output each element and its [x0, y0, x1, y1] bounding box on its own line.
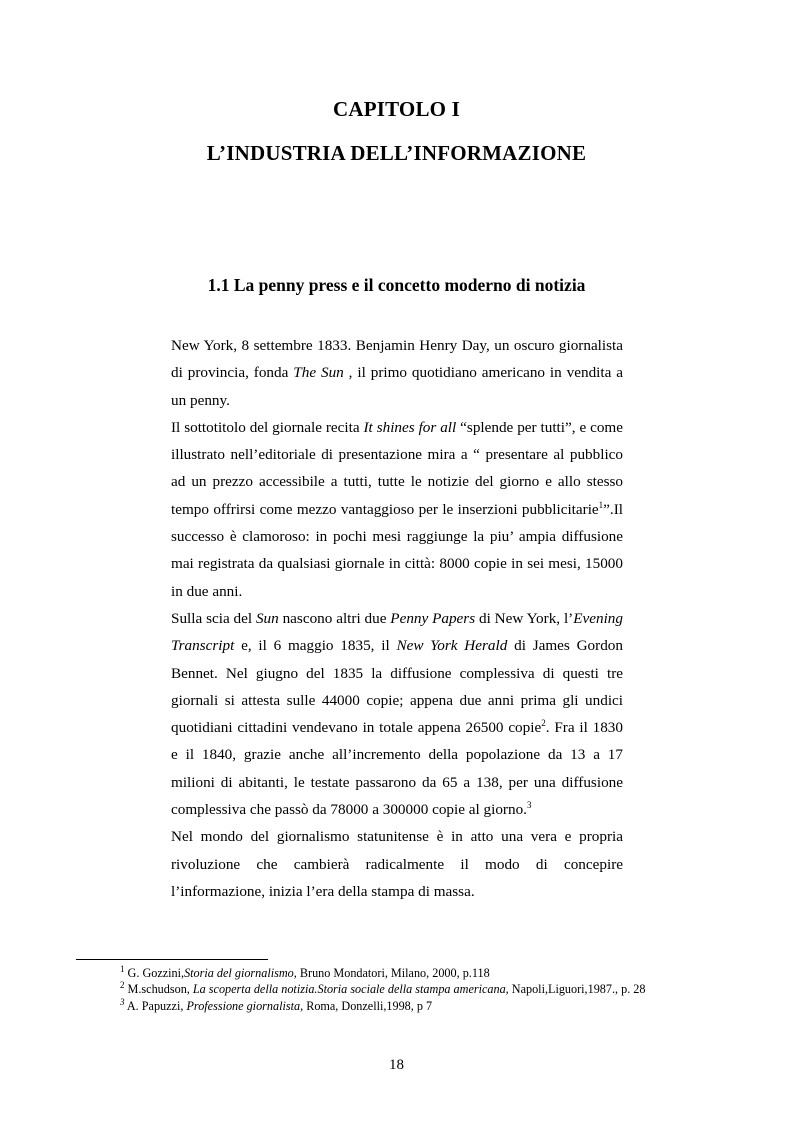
footnote-1-publisher: Bruno Mondatori, Milano, 2000, p.118 [296, 966, 490, 980]
paragraph-1-text: New York, 8 settembre 1833. Benjamin Henry Day, un oscuro giornalista di provincia, fonda [171, 337, 623, 382]
paragraph-3-text-a: Sulla scia del [171, 609, 256, 627]
paragraph-2-text-c: ”.Il successo è clamoroso: in pochi mesi raggiunge la piu’ ampia diffusione mai registrata da qualsiasi giornale in città: 8000 copie in sei mesi, 15000 in due anni. [171, 500, 623, 600]
newspaper-name-evening-transcript: Evening Transcript [171, 609, 623, 655]
section-title: 1.1 La penny press e il concetto moderno di notizia [207, 275, 586, 295]
newspaper-name-sun-2: Sun [255, 609, 279, 627]
footnote-1-title: Storia del giornalismo, [184, 966, 297, 980]
paragraph-3-text-b: nascono altri due [278, 609, 391, 627]
paragraph-1-text-end: , il primo quotidiano americano in vendita a un penny. [171, 364, 624, 409]
footnote-2-publisher: Napoli,Liguori,1987., p. 28 [508, 982, 646, 997]
footnote-3 [120, 998, 740, 1014]
footnote-3-author: A. Papuzzi, [124, 998, 187, 1013]
newspaper-name-sun: The Sun [293, 364, 344, 382]
page-number: 18 [389, 1057, 404, 1073]
paragraph-3-text-e: di James Gordon Bennet. Nel giugno del 1835 la diffusione complessiva di questi tre giornali si attesta sulle 44000 copie; appena due anni prima gli undici quotidiani cittadini vendevano in totale appena 26500 copie [171, 637, 623, 737]
newspaper-name-new-york-herald: New York Herald [396, 637, 508, 655]
footnote-3-publisher: Roma, Donzelli,1998, p 7 [303, 998, 433, 1013]
footnote-2 [120, 981, 740, 997]
footnote-3-mark: 3 [120, 996, 125, 1007]
footnote-ref-2: 2 [541, 718, 546, 729]
paragraph-2-text-a: Il sottotitolo del giornale recita [171, 418, 364, 436]
paragraph-4: Nel mondo del giornalismo statunitense è in atto una vera e propria rivoluzione che cambierà radicalmente il modo di concepire l’informazione, inizia l’era della stampa di massa. [171, 828, 623, 900]
penny-papers-italic: Penny Papers [390, 609, 476, 627]
footnote-2-mark: 2 [120, 980, 125, 991]
motto-italic: It shines for all [363, 418, 457, 436]
chapter-number: CAPITOLO I [332, 97, 461, 121]
paragraph-3 [171, 605, 623, 823]
paragraph-3-text-c: di New York, l’ [475, 609, 574, 627]
footnote-ref-1: 1 [598, 499, 604, 510]
footnote-ref-3: 3 [526, 799, 532, 810]
paragraph-3-text-f: . Fra il 1830 e il 1840, grazie anche all’incremento della popolazione da 13 a 17 milioni di abitanti, le testate passarono da 65 a 138, per una diffusione complessiva che passò da 78000 a 300000 copie al giorno. [171, 719, 623, 819]
body-text [171, 332, 623, 905]
footnote-1-author: G. Gozzini, [124, 966, 185, 980]
paragraph-1 [171, 332, 623, 414]
footnote-1-mark: 1 [120, 963, 125, 974]
paragraph-3-text-d: e, il 6 maggio 1835, il [234, 637, 397, 655]
footnote-2-author: M.schudson, [124, 982, 193, 997]
chapter-title: L’INDUSTRIA DELL’INFORMAZIONE [206, 141, 587, 165]
footnote-2-title: La scoperta della notizia.Storia sociale della stampa americana, [192, 982, 509, 997]
footnote-separator [76, 959, 268, 960]
paragraph-2 [171, 414, 623, 605]
paragraph-2-text-b: “splende per tutti”, e come illustrato nell’editoriale di presentazione mira a “ presentare al pubblico ad un prezzo accessibile a tutti, tutte le notizie del giorno e allo stesso tempo offrirsi come mezzo vantaggioso per le inserzioni pubblicitarie [171, 418, 623, 518]
footnotes [120, 965, 740, 1014]
footnote-1 [120, 965, 740, 981]
footnote-3-title: Professione giornalista, [186, 998, 304, 1013]
